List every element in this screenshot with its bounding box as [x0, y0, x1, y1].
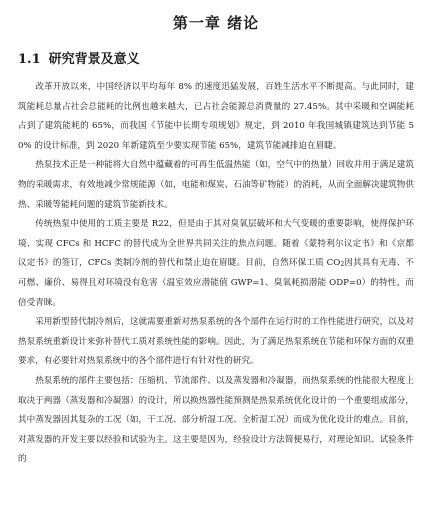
section-number: 1.1: [18, 52, 41, 67]
paragraph-1: 改革开放以来，中国经济以平均每年 8% 的速度迅猛发展，百姓生活水平不断提高。与此同时，建筑能耗总量占社会总能耗的比例也越来越大，已占社会能源总消费量的 27.45%。其中采暖和空调能耗占到了建筑能耗的 65%，而我国《节能中长期专项规划》规定，到 2010 年我国城镇建筑达到节能 50% 的设计标准，到 2020 年新建筑至少要实现节能 65%，建筑节能减排迫在眉睫。: [18, 82, 414, 151]
paragraph-5: 热泵系统的部件主要包括：压缩机、节流部件、以及蒸发器和冷凝器，而热泵系统的性能很大程度上取决于两器（蒸发器和冷凝器）的设计，所以换热器性能预测是热泵系统优化设计的一个重要组成部分，其中蒸发器因其复杂的工况（如，干工况、部分析湿工况、全析湿工况）而成为优化设计的难点。目前，对蒸发器的开发主要以经验和试验为主。这主要是因为，经验设计方法简便易行，对理论知识、试验条件的: [18, 375, 414, 465]
paragraph-4: 采用新型替代制冷剂后，这就需要重新对热泵系统的各个部件在运行时的工作性能进行研究，以及对热泵系统重新设计来弥补替代工质对系统性能的影响。因此，为了满足热泵系统在节能和环保方面的双重要求，有必要针对热泵系统中的各个部件进行有针对性的研究。: [18, 317, 414, 367]
section-title: 研究背景及意义: [48, 52, 140, 67]
paragraph-2: 热泵技术正是一种能将大自然中蕴藏着的可再生低温热能（如，空气中的热量）回收并用于满足建筑物的采暖需求，有效地减少常规能源（如，电能和煤炭、石油等矿物能）的消耗，从而全面解决建筑物供热、采暖等能耗问题的建筑节能新技术。: [18, 160, 414, 210]
section-heading: [18, 52, 414, 68]
co2-subscript: 2: [340, 261, 345, 269]
paragraph-3: [18, 215, 414, 313]
paragraph-3-text-before: 传统热泵中使用的工质主要是 R22，但是由于其对臭氧层破坏和大气变暖的重要影响，使得保护环境、实现 CFCs 和 HCFC 的替代成为全世界共同关注的焦点问题。随着《蒙特利尔议定书》和《京都议定书》的签订，CFCs 类制冷剂的替代和禁止迫在眉睫。目前，自然环保工质 CO: [18, 219, 414, 269]
chapter-title: 第一章 绪论: [172, 14, 260, 32]
paragraph-3-text-after: 因其具有无毒、不可燃、廉价、易得且对环境没有危害（温室效应潜能值 GWP=1、臭氧耗损潜能 ODP=0）的特性，而倍受青睐。: [18, 258, 414, 308]
